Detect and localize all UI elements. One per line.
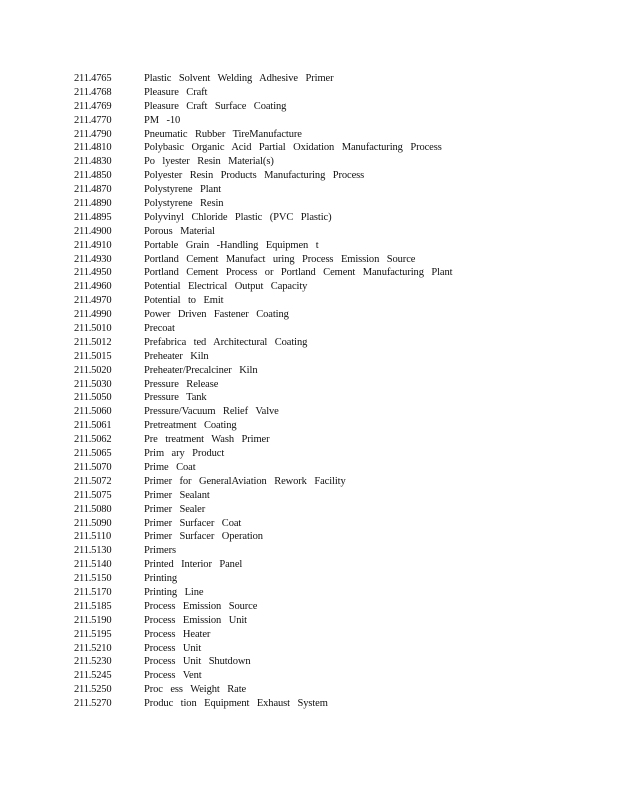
defined-term: Potential to Emit [144,295,224,307]
list-item [74,475,452,489]
defined-term: Produc tion Equipment Exhaust System [144,698,328,710]
list-item [74,503,452,517]
list-item [74,614,452,628]
list-item [74,266,452,280]
list-item [74,169,452,183]
list-item [74,405,452,419]
defined-term: Portable Grain -Handling Equipmen t [144,239,319,251]
defined-term: Plastic Solvent Welding Adhesive Primer [144,73,334,84]
defined-term: Pressure/Vacuum Relief Valve [144,406,279,418]
section-number: 211.5250 [74,684,112,696]
section-number: 211.5185 [74,600,112,612]
section-number: 211.4910 [74,239,112,251]
defined-term: Preheater/Precalciner Kiln [144,364,258,376]
section-number: 211.4895 [74,211,112,223]
defined-term: Process Unit [144,642,202,654]
section-number: 211.4790 [74,128,112,140]
section-number: 211.5020 [74,364,112,376]
section-number: 211.5015 [74,350,112,362]
list-item [74,517,452,531]
section-number: 211.5090 [74,517,112,529]
list-item [74,669,452,683]
section-number: 211.4990 [74,309,112,321]
section-number: 211.5070 [74,461,112,473]
section-number: 211.5061 [74,420,112,432]
section-number: 211.5170 [74,586,112,598]
list-item [74,253,452,267]
defined-term: Primers [144,545,176,557]
section-number: 211.4770 [74,114,112,126]
section-number: 211.4970 [74,295,112,307]
defined-term: Pretreatment Coating [144,420,237,432]
defined-term: Process Heater [144,628,211,640]
list-item [74,294,452,308]
section-number: 211.5190 [74,614,112,626]
list-item [74,655,452,669]
defined-term: Primer for GeneralAviation Rework Facility [144,475,346,487]
list-item [74,628,452,642]
list-item [74,100,452,114]
list-item [74,308,452,322]
list-item [74,86,452,100]
defined-term: Pleasure Craft Surface Coating [144,100,287,112]
list-item [74,197,452,211]
list-item [74,239,452,253]
defined-term: Prime Coat [144,461,196,473]
defined-term: Preheater Kiln [144,350,209,362]
list-item [74,183,452,197]
section-number: 211.5010 [74,323,112,335]
list-item [74,558,452,572]
list-item [74,225,452,239]
list-item [74,586,452,600]
defined-term: Pneumatic Rubber TireManufacture [144,128,302,140]
section-number: 211.4950 [74,267,112,279]
defined-term: Process Unit Shutdown [144,656,251,668]
section-number: 211.5110 [74,531,111,543]
section-number: 211.5050 [74,392,112,404]
list-item [74,350,452,364]
section-number: 211.5060 [74,406,112,418]
list-item [74,364,452,378]
defined-term: Polyester Resin Products Manufacturing Process [144,170,365,182]
defined-term: Pressure Release [144,378,219,390]
defined-term: Polybasic Organic Acid Partial Oxidation Manufacturing Process [144,142,442,154]
list-item [74,280,452,294]
section-number: 211.4890 [74,198,112,210]
list-item [74,391,452,405]
list-item [74,141,452,155]
list-item [74,683,452,697]
section-number: 211.5230 [74,656,112,668]
section-number: 211.4850 [74,170,112,182]
defined-term: Power Driven Fastener Coating [144,309,289,321]
defined-term: Potential Electrical Output Capacity [144,281,308,293]
list-item [74,697,452,711]
list-item [74,489,452,503]
section-number: 211.5140 [74,559,112,571]
section-number: 211.4765 [74,73,112,84]
section-number: 211.4769 [74,100,112,112]
list-item [74,642,452,656]
list-item [74,336,452,350]
section-number: 211.5130 [74,545,112,557]
defined-term: Primer Surfacer Operation [144,531,263,543]
list-item [74,155,452,169]
section-number: 211.4810 [74,142,112,154]
section-number: 211.4830 [74,156,112,168]
defined-term: Primer Sealer [144,503,206,515]
list-item [74,572,452,586]
section-number: 211.5030 [74,378,112,390]
section-number: 211.5210 [74,642,112,654]
section-number: 211.5195 [74,628,112,640]
section-number: 211.5012 [74,336,112,348]
section-number: 211.5065 [74,448,112,460]
list-item [74,322,452,336]
list-item [74,447,452,461]
defined-term: Proc ess Weight Rate [144,684,247,696]
defined-term: Prim ary Product [144,448,225,460]
defined-term: Printing [144,573,178,585]
section-number: 211.4870 [74,184,112,196]
defined-term: Process Vent [144,670,202,682]
defined-term: Prefabrica ted Architectural Coating [144,336,308,348]
defined-term: PM -10 [144,114,181,126]
defined-term: Printing Line [144,586,204,598]
section-number: 211.4768 [74,86,112,98]
list-item [74,114,452,128]
list-item [74,461,452,475]
section-number: 211.4930 [74,253,112,265]
defined-term: Pressure Tank [144,392,207,404]
defined-term: Pleasure Craft [144,86,208,98]
list-item [74,544,452,558]
section-number: 211.5245 [74,670,112,682]
defined-term: Pre treatment Wash Primer [144,434,270,446]
list-item [74,72,452,86]
defined-term: Polyvinyl Chloride Plastic (PVC Plastic) [144,211,332,223]
defined-term: Polystyrene Resin [144,198,224,210]
section-number: 211.4960 [74,281,112,293]
defined-term: Primer Surfacer Coat [144,517,242,529]
defined-term: Process Emission Source [144,600,258,612]
list-item [74,433,452,447]
section-number: 211.4900 [74,225,112,237]
section-number: 211.5075 [74,489,112,501]
list-item [74,128,452,142]
section-number: 211.5080 [74,503,112,515]
definition-index-list [74,72,452,711]
list-item [74,419,452,433]
defined-term: Portland Cement Manufact uring Process Emission Source [144,253,416,265]
defined-term: Po lyester Resin Material(s) [144,156,274,168]
list-item [74,530,452,544]
defined-term: Printed Interior Panel [144,559,243,571]
defined-term: Polystyrene Plant [144,184,222,196]
list-item [74,378,452,392]
list-item [74,211,452,225]
section-number: 211.5150 [74,573,112,585]
section-number: 211.5072 [74,475,112,487]
defined-term: Process Emission Unit [144,614,247,626]
defined-term: Precoat [144,323,175,335]
list-item [74,600,452,614]
section-number: 211.5270 [74,698,112,710]
defined-term: Primer Sealant [144,489,210,501]
defined-term: Portland Cement Process or Portland Cement Manufacturing Plant [144,267,453,279]
section-number: 211.5062 [74,434,112,446]
defined-term: Porous Material [144,225,215,237]
